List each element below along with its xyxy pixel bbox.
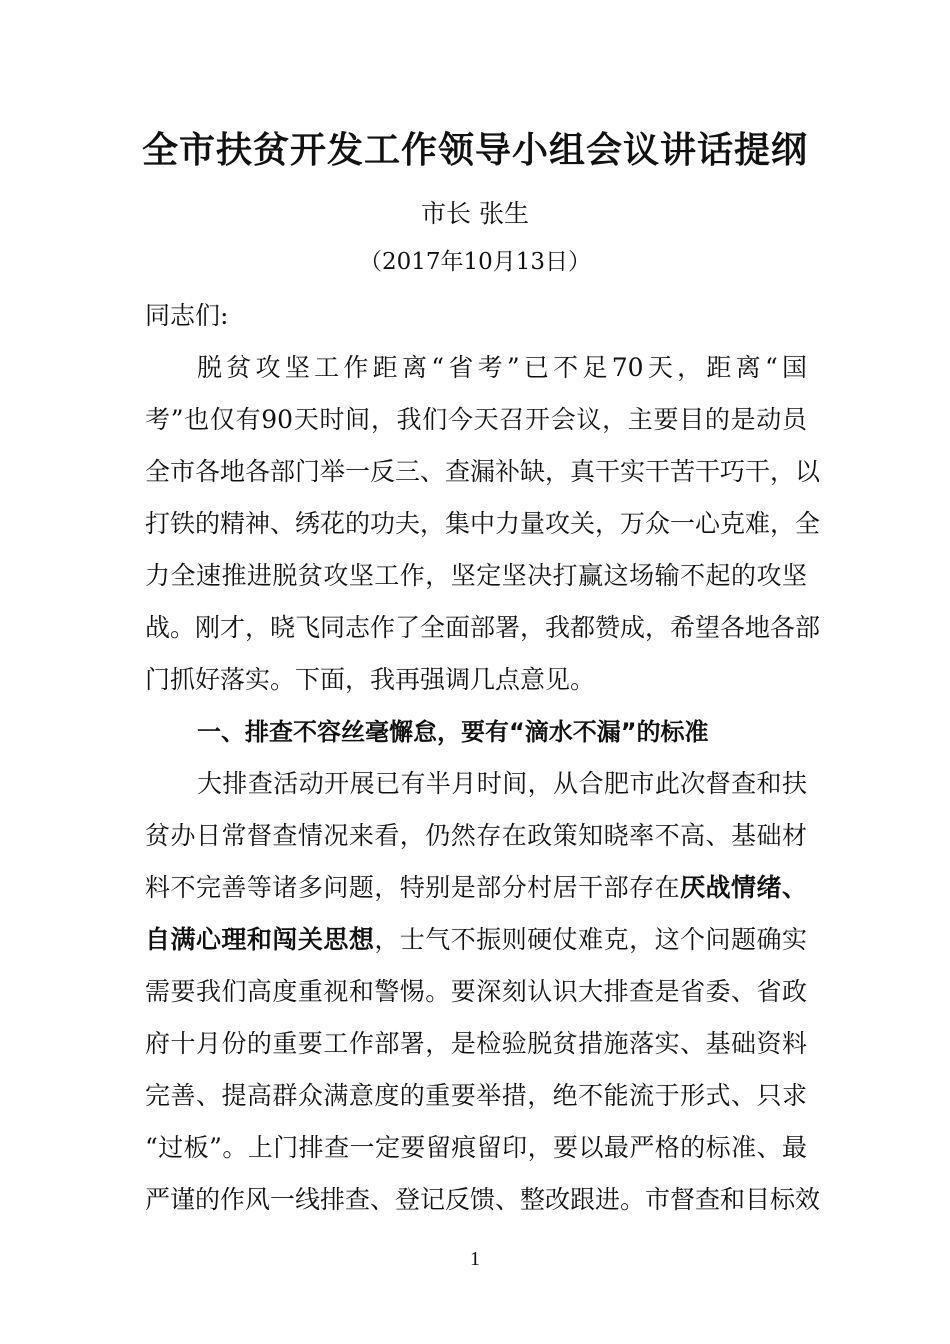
paragraph-line: 全市各地各部门举一反三、查漏补缺，真干实干苦干巧干，以: [145, 457, 821, 486]
emphasis-text: 厌战情绪、: [680, 873, 807, 902]
paragraph-line: 考”也仅有90天时间，我们今天召开会议，主要目的是动员: [145, 405, 807, 434]
paragraph-line: 需要我们高度重视和警惕。要深刻认识大排查是省委、省政: [145, 977, 807, 1006]
emphasis-text: 自满心理和闯关思想: [145, 925, 375, 954]
paragraph-line: 大排查活动开展已有半月时间，从合肥市此次督查和扶: [197, 769, 807, 798]
paragraph-line: “过板”。上门排查一定要留痕留印，要以最严格的标准、最: [145, 1133, 807, 1162]
page-number: 1: [470, 1248, 480, 1270]
paragraph-line: 贫办日常督查情况来看，仍然存在政策知晓率不高、基础材: [145, 821, 807, 850]
paragraph-line: 脱贫攻坚工作距离“省考”已不足70天，距离“国: [197, 353, 807, 382]
date-line: （2017年10月13日）: [358, 249, 592, 275]
paragraph-line: [145, 862, 807, 914]
text-run: 料不完善等诸多问题，特别是部分村居干部存在: [145, 873, 681, 902]
document-body: [145, 290, 821, 1226]
paragraph-line: 严谨的作风一线排查、登记反馈、整改跟进。市督查和目标效: [145, 1185, 821, 1214]
paragraph-line: 打铁的精神、绣花的功夫，集中力量攻关，万众一心克难，全: [145, 509, 821, 538]
paragraph-line: [145, 914, 807, 966]
paragraph-line: 府十月份的重要工作部署，是检验脱贫措施落实、基础资料: [145, 1029, 807, 1058]
document-title: 全市扶贫开发工作领导小组会议讲话提纲: [141, 129, 808, 171]
author-line: 市长 张生: [421, 199, 529, 228]
paragraph-line: 力全速推进脱贫攻坚工作，坚定坚决打赢这场输不起的攻坚: [145, 561, 807, 590]
text-run: ，士气不振则硬仗难克，这个问题确实: [374, 925, 807, 954]
section-heading: 一、排查不容丝毫懈怠，要有“滴水不漏”的标准: [197, 718, 709, 746]
paragraph-line: 门抓好落实。下面，我再强调几点意见。: [145, 665, 596, 694]
paragraph-line: 完善、提高群众满意度的重要举措，绝不能流于形式、只求: [145, 1081, 807, 1110]
salutation: 同志们:: [145, 301, 229, 330]
paragraph-line: 战。刚才，晓飞同志作了全面部署，我都赞成，希望各地各部: [145, 613, 821, 642]
